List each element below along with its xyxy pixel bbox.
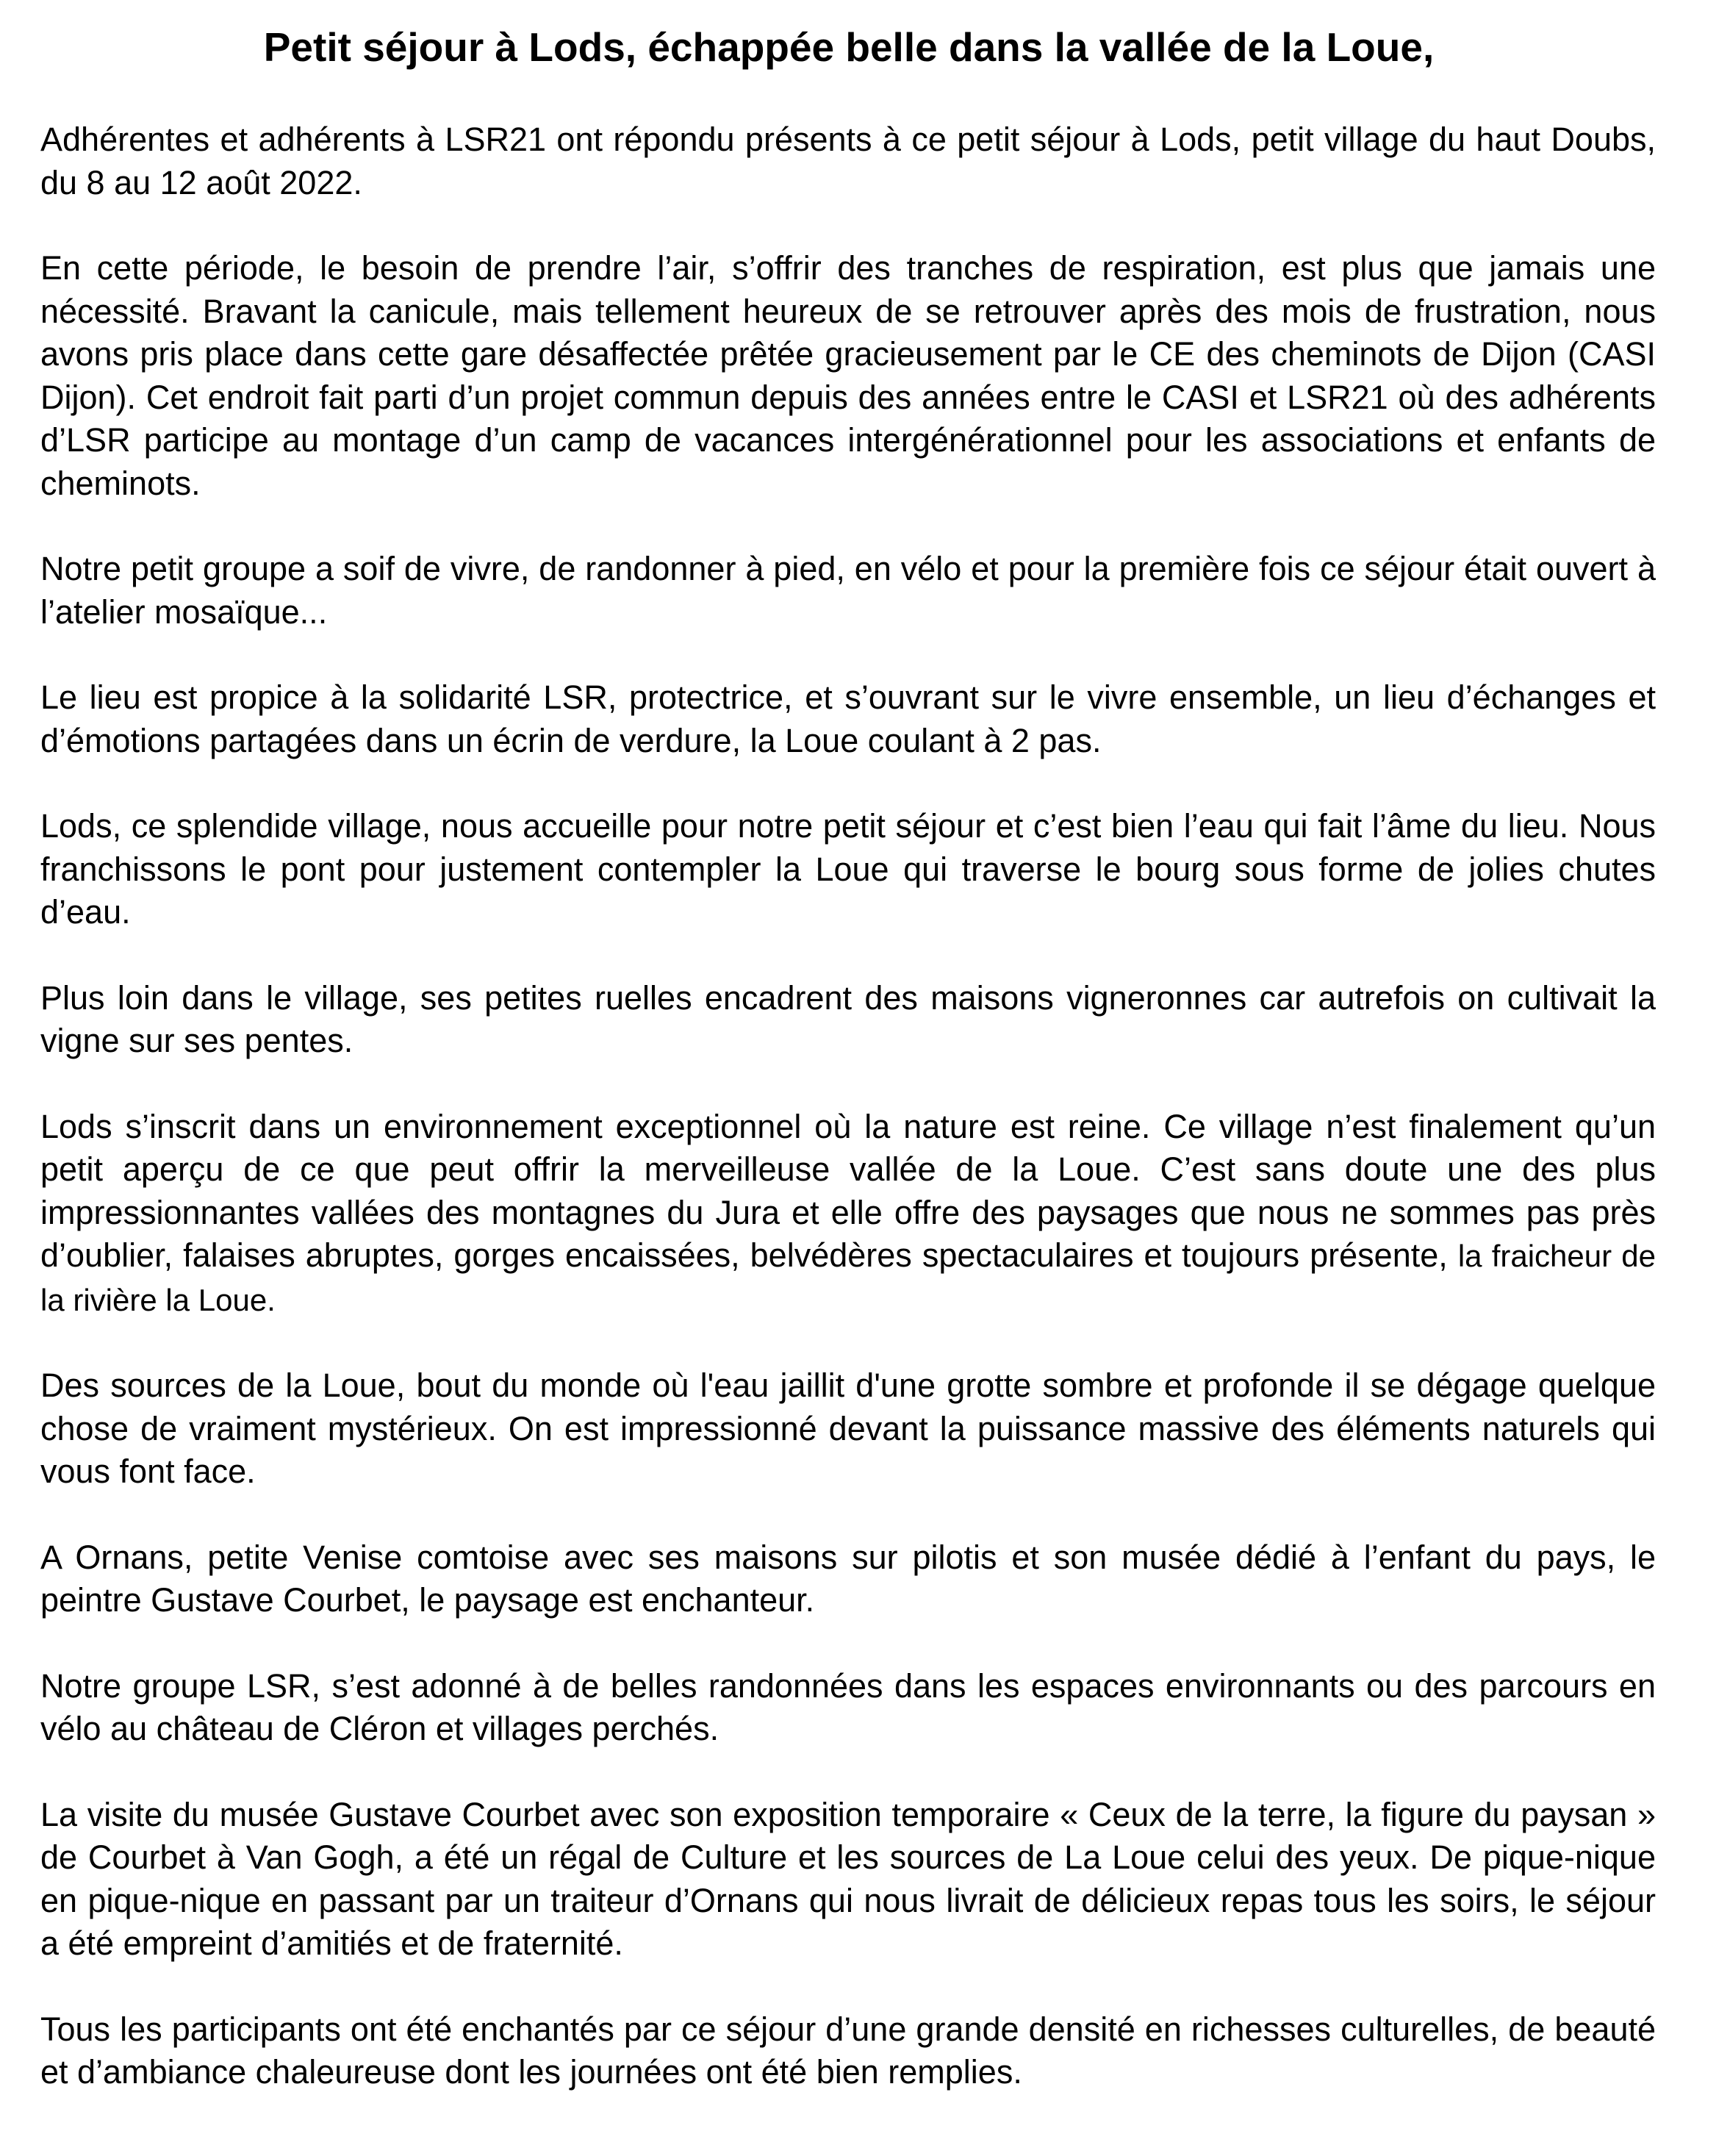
- paragraph-intro: Adhérentes et adhérents à LSR21 ont répondu présents à ce petit séjour à Lods, petit village du haut Doubs, du 8 au 12 août 2022.: [40, 121, 1656, 201]
- paragraph-sources: Des sources de la Loue, bout du monde où l'eau jaillit d'une grotte sombre et profonde il se dégage quelque chose de vraiment mystérieux. On est impressionné devant la puissance massive des éléments naturels qui vous font face.: [40, 1367, 1656, 1490]
- paragraph-randonnees: Notre groupe LSR, s’est adonné à de belles randonnées dans les espaces environnants ou des parcours en vélo au château de Cléron et villages perchés.: [40, 1666, 1656, 1747]
- paragraph-environnement: [40, 1106, 1656, 1322]
- paragraph-ruelles: Plus loin dans le village, ses petites ruelles encadrent des maisons vigneronnes car autrefois on cultivait la vigne sur ses pentes.: [40, 978, 1656, 1059]
- paragraph-groupe: Notre petit groupe a soif de vivre, de randonner à pied, en vélo et pour la première fois ce séjour était ouvert à l’atelier mosaïque...: [40, 550, 1656, 631]
- paragraph-lieu: Le lieu est propice à la solidarité LSR, protectrice, et s’ouvrant sur le vivre ensemble, un lieu d’échanges et d’émotions partagées dans un écrin de verdure, la Loue coulant à 2 pas.: [40, 678, 1656, 759]
- paragraph-conclusion: Tous les participants ont été enchantés par ce séjour d’une grande densité en richesses culturelles, de beauté et d’ambiance chaleureuse dont les journées ont été bien remplies.: [40, 2010, 1656, 2091]
- paragraph-periode: En cette période, le besoin de prendre l’air, s’offrir des tranches de respiration, est plus que jamais une nécessité. Bravant la canicule, mais tellement heureux de se retrouver après des mois de frustration, nous avons pris place dans cette gare désaffectée prêtée gracieusement par le CE des cheminots de Dijon (CASI Dijon). Cet endroit fait parti d’un projet commun depuis des années entre le CASI et LSR21 où des adhérents d’LSR participe au montage d’un camp de vacances intergénérationnel pour les associations et enfants de cheminots.: [40, 249, 1656, 502]
- paragraph-musee: La visite du musée Gustave Courbet avec son exposition temporaire « Ceux de la terre, la figure du paysan » de Courbet à Van Gogh, a été un régal de Culture et les sources de La Loue celui des yeux. De pique-nique en pique-nique en passant par un traiteur d’Ornans qui nous livrait de délicieux repas tous les soirs, le séjour a été empreint d’amitiés et de fraternité.: [40, 1795, 1656, 1962]
- document-title: Petit séjour à Lods, échappée belle dans la vallée de la Loue,: [263, 24, 1435, 70]
- paragraph-environnement-text: Lods s’inscrit dans un environnement exceptionnel où la nature est reine. Ce village n’est finalement qu’un petit aperçu de ce que peut offrir la merveilleuse vallée de la Loue. C’est sans doute une des plus impressionnantes vallées des montagnes du Jura et elle offre des paysages que nous ne sommes pas près d’oublier, falaises abruptes, gorges encaissées, belvédères spectaculaires et toujours présente,: [40, 1107, 1656, 1274]
- document-body: [40, 118, 1656, 2137]
- paragraph-ornans: A Ornans, petite Venise comtoise avec ses maisons sur pilotis et son musée dédié à l’enfant du pays, le peintre Gustave Courbet, le paysage est enchanteur.: [40, 1538, 1656, 1619]
- paragraph-environnement-tail: la fraicheur de la rivière la Loue.: [40, 1239, 1656, 1317]
- paragraph-lods-village: Lods, ce splendide village, nous accueille pour notre petit séjour et c’est bien l’eau qui fait l’âme du lieu. Nous franchissons le pont pour justement contempler la Loue qui traverse le bourg sous forme de jolies chutes d’eau.: [40, 807, 1656, 931]
